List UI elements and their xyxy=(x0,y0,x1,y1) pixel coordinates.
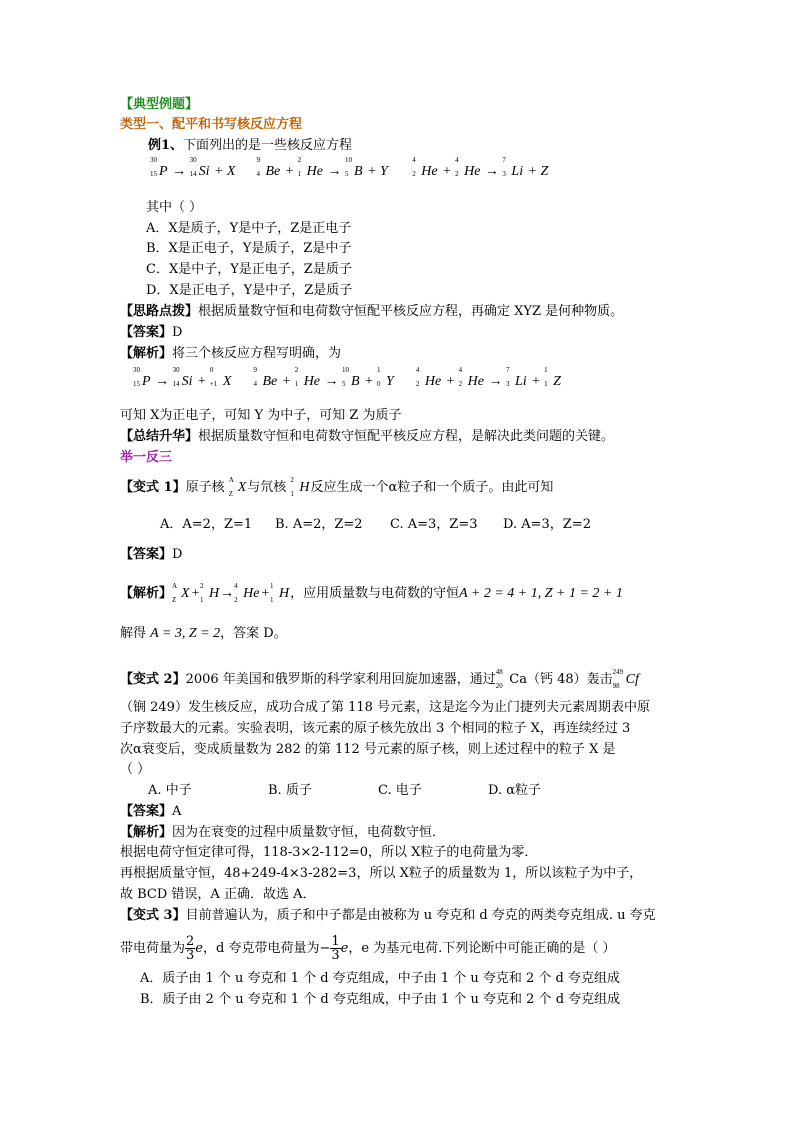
variant1-option-b: B. A=2，Z=2 xyxy=(275,517,363,532)
variant1-label: 【变式 1】 xyxy=(120,480,186,496)
example1-summary xyxy=(120,427,614,447)
variant2-analysis3: 再根据质量守恒，48+249-4×3-282=3，所以 X粒子的质量数为 1，所以该粒子为中子， xyxy=(120,866,643,881)
example1-option-a: A．X是质子，Y是中子，Z是正电子 xyxy=(146,221,352,236)
two-thirds-fraction: $\frac{2}{3}$ xyxy=(186,934,195,963)
variant2-option-b: B. 质子 xyxy=(268,783,312,798)
variant1-text-a: 原子核 xyxy=(185,480,229,496)
variant3-line1-text: 目前普遍认为，质子和中子都是由被称为 u 夸克和 d 夸克的两类夸克组成. u 夸克 xyxy=(185,908,656,923)
example1-prompt: 下面列出的是一些核反应方程 xyxy=(183,138,353,153)
variant1-analysis-text: ，应用质量数与电荷数的守恒 xyxy=(290,586,460,602)
variant3-option-a: A．质子由 1 个 u 夸克和 1 个 d 夸克组成，中子由 1 个 u 夸克和 2 个 d 夸克组成 xyxy=(140,971,620,986)
variant1-solve-prefix: 解得 xyxy=(120,626,151,641)
variant2-answer-value: A xyxy=(172,804,182,819)
variant2-line1-a: 2006 年美国和俄罗斯的科学家利用回旋加速器，通过 xyxy=(185,672,496,688)
type-title: 类型一、配平和书写核反应方程 xyxy=(120,117,303,132)
variant1-answer-label: 【答案】 xyxy=(120,547,173,562)
variant1-option-d: D. A=3，Z=2 xyxy=(503,517,591,532)
variant1-solve-suffix: ，答案 D。 xyxy=(220,626,287,641)
variant3-label: 【变式 3】 xyxy=(120,908,186,923)
variant1-text-b: 与氘核 xyxy=(247,480,291,496)
variant3-line1 xyxy=(120,906,656,926)
variant1-solution xyxy=(120,624,287,644)
practice-title: 举一反三 xyxy=(120,450,173,465)
example1-option-b: B．X是正电子，Y是质子，Z是中子 xyxy=(146,241,352,256)
variant1-analysis xyxy=(120,584,623,604)
example1-line xyxy=(148,136,352,156)
example1-option-d: D．X是正电子，Y是中子，Z是质子 xyxy=(146,283,353,298)
variant2-option-c: C. 电子 xyxy=(378,783,422,798)
variant2-analysis-text: 因为在衰变的过程中质量数守恒，电荷数守恒． xyxy=(172,825,446,840)
variant2-line2: （锎 249）发生核反应，成功合成了第 118 号元素，这是迄今为止门捷列夫元素周期表中原 xyxy=(120,700,651,715)
variant2-line1-b: Ca（钙 48）轰击 xyxy=(509,672,613,688)
variant2-answer-label: 【答案】 xyxy=(120,804,173,819)
example1-answer xyxy=(120,323,182,343)
variant1-analysis-label: 【解析】 xyxy=(120,586,173,602)
variant2-analysis4: 故 BCD 错误，A 正确．故选 A． xyxy=(120,887,316,902)
variant2-analysis xyxy=(120,823,445,843)
variant3-line2: 带电荷量为 $\frac{2}{3}$ e，d 夸克带电荷量为− $\frac{1}{3}$ e，e 为基元电荷.下列论断中可能正确的是（ ） xyxy=(120,934,616,963)
variant2-option-d: D. α粒子 xyxy=(488,783,542,798)
variant1-option-c: C. A=3，Z=3 xyxy=(390,517,478,532)
summary-label: 【总结升华】 xyxy=(120,429,199,444)
example1-among: 其中（ ） xyxy=(146,200,203,215)
variant2-line1 xyxy=(120,670,640,690)
variant2-line5: （ ） xyxy=(120,762,151,777)
variant3-line2-b: ，d 夸克带电荷量为 xyxy=(203,941,320,956)
analysis-text: 将三个核反应方程写明确，为 xyxy=(172,346,342,361)
answer-label: 【答案】 xyxy=(120,325,173,340)
answer-value: D xyxy=(172,325,183,340)
variant2-answer xyxy=(120,802,181,822)
variant3-option-b: B．质子由 2 个 u 夸克和 1 个 d 夸克组成，中子由 1 个 u 夸克和 2 个 d 夸克组成 xyxy=(140,992,621,1007)
summary-text: 根据质量数守恒和电荷数守恒配平核反应方程，是解决此类问题的关键。 xyxy=(198,429,615,444)
variant1-conservation: A + 2 = 4 + 1, Z + 1 = 2 + 1 xyxy=(459,586,623,602)
variant1-option-a: A．A=2，Z=1 xyxy=(160,517,253,532)
variant1-text-c: 反应生成一个α粒子和一个质子。由此可知 xyxy=(310,480,554,496)
example1-analysis xyxy=(120,344,341,364)
section-header: 【典型例题】 xyxy=(120,97,199,112)
hint-text: 根据质量数守恒和电荷数守恒配平核反应方程，再确定 XYZ 是何种物质。 xyxy=(198,304,624,319)
variant1-nucleus-x: A Z X xyxy=(228,476,247,498)
example1-hint xyxy=(120,302,623,322)
variant3-line2-a: 带电荷量为 xyxy=(120,941,186,956)
analysis-label: 【解析】 xyxy=(120,346,173,361)
variant2-label: 【变式 2】 xyxy=(120,672,186,688)
variant2-line3: 子序数最大的元素。实验表明，该元素的原子核先放出 3 个相同的粒子 X，再连续经过 3 xyxy=(120,721,631,736)
variant1-analysis-eq: A Z X+ 2 1 H→ 4 2 He+ 1 1 H xyxy=(172,582,290,604)
variant2-analysis2: 根据电荷守恒定律可得，118-3×2-112=0，所以 X粒子的电荷量为零． xyxy=(120,845,538,860)
example1-conclusion: 可知 X为正电子，可知 Y 为中子，可知 Z 为质子 xyxy=(120,408,402,423)
hint-label: 【思路点拨】 xyxy=(120,304,199,319)
variant1-answer xyxy=(120,545,182,565)
californium-isotope: 249 98 Cf xyxy=(612,668,639,690)
variant1-answer-value: D xyxy=(172,547,183,562)
variant2-analysis-label: 【解析】 xyxy=(120,825,173,840)
variant1-question xyxy=(120,478,553,498)
example1-title: 例1、 xyxy=(148,138,184,153)
example1-analysis-equations: 30 15 P → 30 14 Si + 0 +1 X 9 4 Be + 2 1 He → 10 5 B + 1 0 Y 4 2 He + 4 2 He → 7 3 Li + 1 1 Z xyxy=(133,366,561,390)
variant1-deuteron: 2 1 H xyxy=(290,476,310,498)
variant3-line2-c: ，e 为基元电荷.下列论断中可能正确的是（ ） xyxy=(348,941,616,956)
variant2-option-a: A. 中子 xyxy=(148,783,192,798)
example1-option-c: C．X是中子，Y是正电子，Z是质子 xyxy=(146,262,352,277)
one-third-fraction: $\frac{1}{3}$ xyxy=(331,934,340,963)
variant2-line4: 次α衰变后，变成质量数为 282 的第 112 号元素的原子核，则上述过程中的粒子 X 是 xyxy=(120,742,616,757)
calcium-isotope: 48 20 xyxy=(495,668,503,690)
example1-equations: 30 15 P → 30 14 Si + X 9 4 Be + 2 1 He → 10 5 B + Y 4 2 He + 4 2 He → 7 3 Li + Z xyxy=(150,156,549,180)
variant1-solve-values: A = 3, Z = 2 xyxy=(150,626,221,641)
